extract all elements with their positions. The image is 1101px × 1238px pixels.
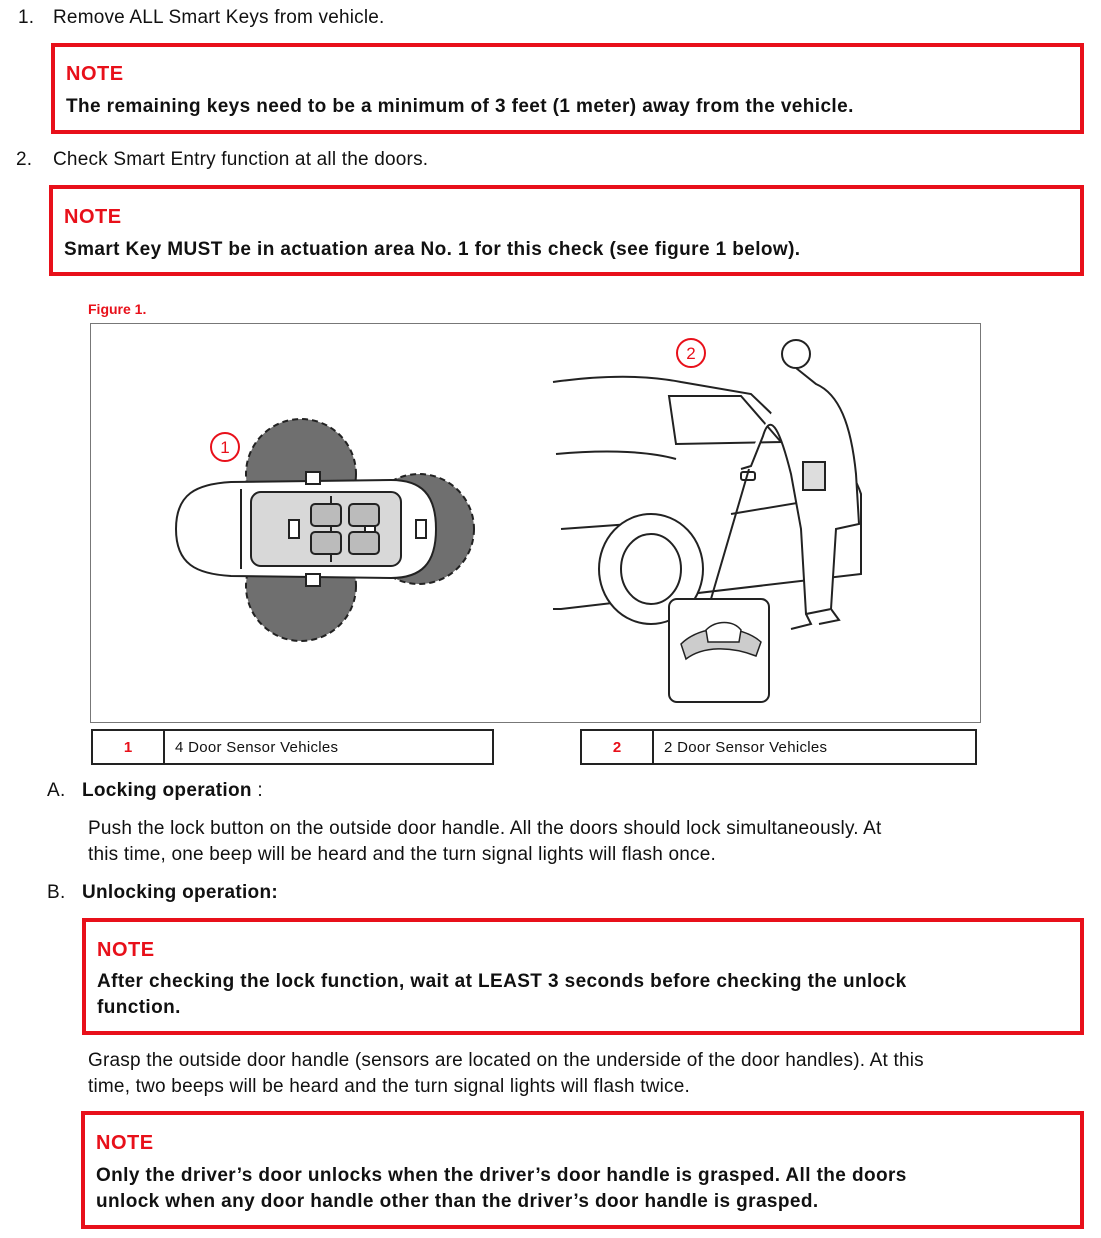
figure-illustration [91,324,980,722]
section-letter: B. [47,882,66,903]
paragraph-line: time, two beeps will be heard and the turn signal lights will flash twice. [88,1076,690,1097]
callout-2 [677,339,705,367]
step-number: 2. [16,149,33,170]
note-title: NOTE [97,939,155,961]
step-text: Check Smart Entry function at all the doors. [53,149,429,170]
note-box [81,1111,1084,1229]
section-b-paragraph [88,1048,924,1100]
step-number: 1. [18,7,35,28]
section-letter: A. [47,780,66,801]
section-a-heading [47,780,263,802]
note-title: NOTE [96,1132,154,1154]
legend-number: 1 [93,731,165,763]
legend-text: 2 Door Sensor Vehicles [664,738,828,756]
section-title: Unlocking operation: [82,882,278,903]
figure-frame [90,323,981,723]
paragraph-line: Grasp the outside door handle (sensors are located on the underside of the door handles). At this [88,1050,924,1071]
note-body-line: Only the driver’s door unlocks when the driver’s door handle is grasped. All the doors [96,1165,907,1186]
note-body-line: unlock when any door handle other than the driver’s door handle is grasped. [96,1191,819,1212]
note-body: The remaining keys need to be a minimum of 3 feet (1 meter) away from the vehicle. [66,96,854,117]
section-title-suffix: : [251,780,263,801]
legend-item-1 [91,729,494,765]
note-box [51,43,1084,134]
step-text: Remove ALL Smart Keys from vehicle. [53,7,385,28]
legend-number: 2 [582,731,654,763]
section-b-heading [47,882,278,904]
note-body-line: function. [97,997,181,1018]
legend-text: 4 Door Sensor Vehicles [175,738,339,756]
note-title: NOTE [66,63,124,85]
note-body-line: After checking the lock function, wait at LEAST 3 seconds before checking the unlock [97,971,907,992]
note-body: Smart Key MUST be in actuation area No. 1 for this check (see figure 1 below). [64,239,801,260]
note-title: NOTE [64,206,122,228]
note-body [97,969,907,1021]
section-title: Locking operation [82,780,252,801]
note-body [96,1163,907,1215]
section-a-paragraph [88,816,882,868]
paragraph-line: Push the lock button on the outside door handle. All the doors should lock simultaneously. At [88,818,882,839]
note-box [49,185,1084,276]
car-top-view [176,472,436,586]
callout-1-label: 1 [220,438,230,457]
callout-1 [211,433,239,461]
callout-2-label: 2 [686,344,696,363]
legend-item-2 [580,729,977,765]
paragraph-line: this time, one beep will be heard and the turn signal lights will flash once. [88,844,716,865]
note-box [82,918,1084,1035]
figure-label: Figure 1. [88,301,147,317]
